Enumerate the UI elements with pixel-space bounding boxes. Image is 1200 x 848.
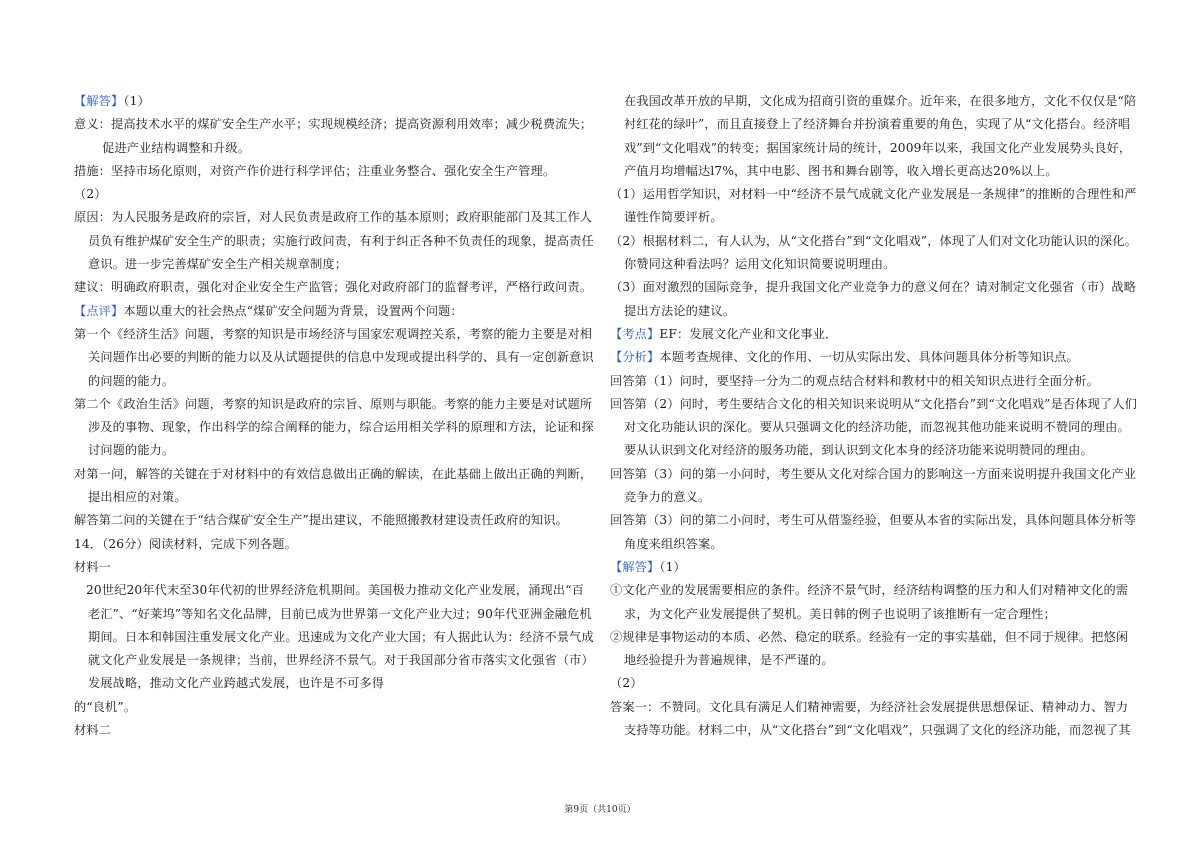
text-line <box>74 137 590 160</box>
line-text: 老汇”、“好莱坞”等知名文化品牌，目前已成为世界第一文化产业大过；90年代亚洲金融危机 <box>88 606 592 621</box>
line-text: 地经验提升为普遍规律，是不严谨的。 <box>624 653 834 668</box>
line-text: 意义：提高技术水平的煤矿安全生产水平；实现规模经济；提高资源利用效率；减少税费流失； <box>74 117 593 132</box>
line-text: （1） <box>123 94 150 108</box>
line-text: EF：发展文化产业和文化事业． <box>659 326 838 341</box>
text-line <box>74 626 594 649</box>
text-line <box>74 370 590 393</box>
line-text: 建议：明确政府职责，强化对企业安全生产监管；强化对政府部门的监督考评，严格行政问责。 <box>74 280 593 295</box>
right-column <box>610 90 1137 742</box>
text-line <box>610 183 1137 206</box>
line-text: 期间。日本和韩国注重发展文化产业。迅速成为文化产业大国；有人据此认为：经济不景气成 <box>88 629 594 644</box>
line-text: ②规律是事物运动的本质、必然、稳定的联系。经验有一定的事实基础，但不同于规律。把悠闲 <box>610 629 1129 644</box>
text-line <box>610 160 1130 183</box>
text-line <box>74 696 590 719</box>
text-line <box>610 416 1130 439</box>
line-text: 的“良机”。 <box>74 699 137 714</box>
text-line <box>74 276 593 299</box>
text-line <box>74 183 590 206</box>
text-line <box>610 533 1130 556</box>
text-line <box>610 556 1130 579</box>
page-number: 第9页（共10页） <box>564 805 636 815</box>
line-text: （1） <box>659 559 686 574</box>
line-text: 戏”到“文化唱戏”的转变；据国家统计局的统计，2009年以来，我国文化产业发展势头良好， <box>624 140 1132 155</box>
line-text: 就文化产业发展是一条规律；当前，世界经济不景气。对于我国部分省市落实文化强省（市） <box>88 653 594 668</box>
text-line <box>610 439 1130 462</box>
line-text: ①文化产业的发展需要相应的条件。经济不景气时，经济结构调整的压力和人们对精神文化的需 <box>610 583 1129 598</box>
line-text: （2） <box>610 676 643 691</box>
line-text: 提出方法论的建议。 <box>624 303 736 318</box>
text-line <box>74 300 590 323</box>
line-text: （1）运用哲学知识，对材料一中“经济不景气成就文化产业发展是一条规律”的推断的合理性和严 <box>610 187 1137 202</box>
text-line <box>610 696 1130 719</box>
text-line <box>74 486 590 509</box>
line-text: 涉及的事物、现象，作出科学的综合阐释的能力，综合运用相关学科的原理和方法，论证和探 <box>88 420 594 435</box>
line-text: 在我国改革开放的早期，文化成为招商引资的重媒介。近年来，在很多地方，文化不仅仅是“陪 <box>624 94 1137 108</box>
line-text: 回答第（1）问时，要坚持一分为二的观点结合材料和教材中的相关知识点进行全面分析。 <box>610 373 1100 388</box>
line-text: 意识。进一步完善煤矿安全生产相关规章制度； <box>88 257 348 272</box>
text-line <box>610 649 1130 672</box>
text-line <box>610 346 1130 369</box>
line-text: 回答第（3）问的第一小问时，考生要从文化对综合国力的影响这一方面来说明提升我国文化产业 <box>610 466 1137 481</box>
line-text: 原因：为人民服务是政府的宗旨，对人民负责是政府工作的基本原则；政府职能部门及其工作人 <box>74 210 593 225</box>
text-line <box>610 579 1130 602</box>
text-line <box>610 486 1130 509</box>
text-line <box>610 463 1137 486</box>
line-text: 员负有维护煤矿安全生产的职责；实施行政问责，有利于纠正各种不负责任的现象，提高责任 <box>88 233 594 248</box>
line-text: 答案一：不赞同。文化具有满足人们精神需要，为经济社会发展提供思想保证、精神动力、智力 <box>610 699 1129 714</box>
text-line <box>74 113 593 136</box>
text-line <box>74 393 593 416</box>
line-text: 支持等功能。材料二中，从“文化搭台”到“文化唱戏”，只强调了文化的经济功能，而忽视了其 <box>624 723 1131 738</box>
line-text: 求，为文化产业发展提供了契机。美日韩的例子也说明了该推断有一定合理性； <box>624 606 1056 621</box>
text-line <box>610 626 1130 649</box>
line-text: 关问题作出必要的判断的能力以及从试题提供的信息中发现或提出科学的、具有一定创新意识 <box>88 350 594 365</box>
line-text: 第一个《经济生活》问题，考察的知识是市场经济与国家宏观调控关系，考察的能力主要是对相 <box>74 326 593 341</box>
line-text: 衬红花的绿叶”，而且直接登上了经济舞台并扮演着重要的角色，实现了从“文化搭台。经济唱 <box>624 117 1131 132</box>
text-line <box>74 346 594 369</box>
text-line <box>74 649 594 672</box>
text-line <box>74 719 590 742</box>
section-label: 【解答】 <box>74 94 124 108</box>
text-line <box>74 533 590 556</box>
text-line <box>610 323 1130 346</box>
line-text: 角度来组织答案。 <box>624 536 723 551</box>
text-line <box>74 509 590 532</box>
line-text: 发展战略，推动文化产业跨越式发展，也许是不可多得 <box>88 676 385 691</box>
line-text: 本题以重大的社会热点“煤矿安全问题为背景，设置两个问题： <box>123 303 463 318</box>
text-line <box>610 230 1137 253</box>
line-text: 产值月均增幅达l7%，其中电影、图书和舞台剧等，收入增长更高达20%以上。 <box>624 163 1058 178</box>
line-text: 回答第（2）问时，考生要结合文化的相关知识来说明从“文化搭台”到“文化唱戏”是否体现了人们 <box>610 396 1137 411</box>
line-text: 促进产业结构调整和升级。 <box>102 140 251 155</box>
line-text: 20世纪20年代末至30年代初的世界经济危机期间。美国极力推动文化产业发展，涌现出“百 <box>86 583 584 598</box>
text-line <box>74 463 593 486</box>
line-text: 竞争力的意义。 <box>624 490 711 505</box>
text-line <box>74 90 590 113</box>
text-line <box>610 719 1130 742</box>
section-label: 【点评】 <box>74 303 124 318</box>
text-line <box>610 276 1137 299</box>
text-line <box>610 90 1137 113</box>
line-text: 谨性作简要评析。 <box>624 210 723 225</box>
line-text: 本题考查规律、文化的作用、一切从实际出发、具体问题具体分析等知识点。 <box>659 350 1079 365</box>
section-label: 【考点】 <box>610 326 660 341</box>
text-line <box>74 323 593 346</box>
line-text: 讨问题的能力。 <box>88 443 175 458</box>
text-line <box>74 206 593 229</box>
line-text: 提出相应的对策。 <box>88 490 187 505</box>
text-line <box>610 137 1130 160</box>
text-line <box>74 439 590 462</box>
text-line <box>74 556 590 579</box>
text-line <box>74 672 590 695</box>
section-label: 【解答】 <box>610 559 660 574</box>
line-text: 对文化功能认识的深化。要从只强调文化的经济功能，而忽视其他功能来说明不赞同的理由。 <box>624 420 1130 435</box>
line-text: 解答第二问的关键在于“结合煤矿安全生产”提出建议，不能照搬教材建设责任政府的知识。 <box>74 513 568 528</box>
line-text: 你赞同这种看法吗？运用文化知识简要说明理由。 <box>624 257 896 272</box>
left-column <box>74 90 594 742</box>
text-line <box>74 603 590 626</box>
text-line <box>610 370 1130 393</box>
line-text: （3）面对激烈的国际竞争，提升我国文化产业竞争力的意义何在？请对制定文化强省（市）战略 <box>610 280 1137 295</box>
text-line <box>610 509 1137 532</box>
text-line <box>74 579 590 602</box>
text-line <box>610 672 1130 695</box>
text-line <box>74 230 594 253</box>
text-line <box>610 113 1130 136</box>
text-line <box>610 603 1130 626</box>
section-label: 【分析】 <box>610 350 660 365</box>
line-text: 14．（26分）阅读材料，完成下列各题。 <box>74 536 297 551</box>
text-line <box>74 416 594 439</box>
line-text: 对第一问，解答的关键在于对材料中的有效信息做出正确的解读，在此基础上做出正确的判断， <box>74 466 593 481</box>
line-text: 材料二 <box>74 723 112 738</box>
line-text: （2） <box>74 187 107 202</box>
line-text: 要从认识到文化对经济的服务功能，到认识到文化本身的经济功能来说明赞同的理由。 <box>624 443 1093 458</box>
line-text: 材料一 <box>74 559 112 574</box>
text-line <box>610 206 1130 229</box>
line-text: 措施：坚持市场化原则，对资产作价进行科学评估；注重业务整合、强化安全生产管理。 <box>74 163 556 178</box>
line-text: 第二个《政治生活》问题，考察的知识是政府的宗旨、原则与职能。考察的能力主要是对试题所 <box>74 396 593 411</box>
text-line <box>74 253 590 276</box>
line-text: （2）根据材料二，有人认为，从“文化搭台”到“文化唱戏”，体现了人们对文化功能认识的深化。 <box>610 233 1137 248</box>
text-line <box>610 300 1130 323</box>
text-line <box>610 253 1130 276</box>
line-text: 的问题的能力。 <box>88 373 175 388</box>
line-text: 回答第（3）问的第二小问时，考生可从借鉴经验，但要从本省的实际出发，具体问题具体分析等 <box>610 513 1137 528</box>
text-line <box>74 160 590 183</box>
text-line <box>610 393 1137 416</box>
